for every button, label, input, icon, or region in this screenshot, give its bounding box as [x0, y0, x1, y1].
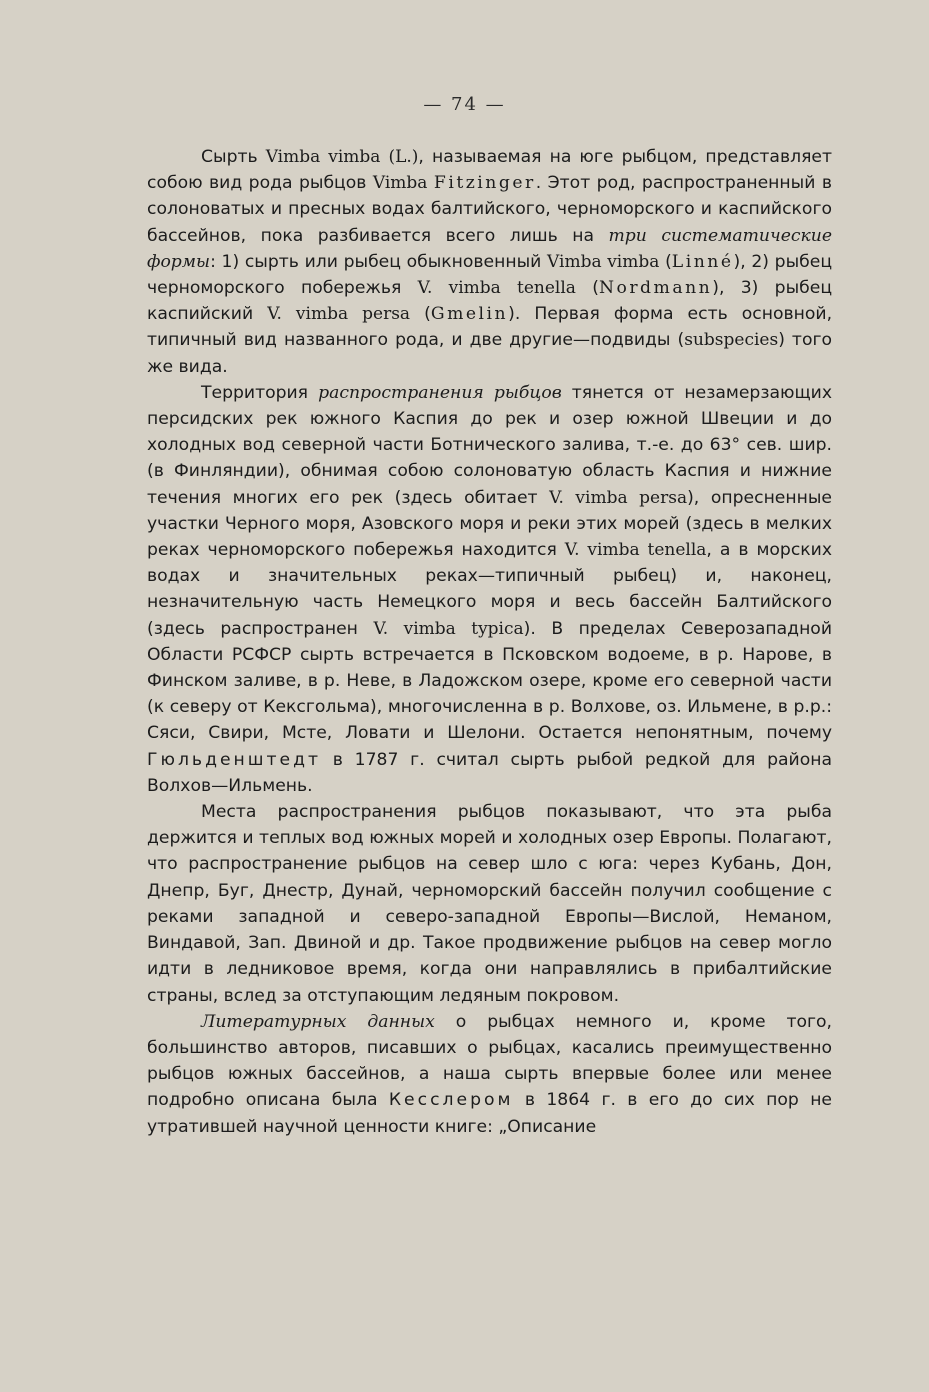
text-run: ), опресненные участки Черного моря, Азовского моря и реки этих морей (здесь в мелких реках черноморского побережья находится: [147, 487, 832, 561]
text-run: ). Первая форма есть основной, типичный вид названного рода, и две другие—подвиды (: [147, 304, 833, 351]
text-run: три систематические формы: [147, 225, 832, 272]
text-run: Гюльденштедт: [147, 749, 321, 770]
text-run: в 1787 г. считал сырть рыбой редкой для района Волхов—Ильмень.: [147, 749, 832, 796]
text-run: Литературных данных: [201, 1011, 435, 1032]
text-run: . Этот род, распространенный в солоноватых и пресных водах балтийского, черноморского и каспийского бассейнов, пока разбивается всего лишь на: [147, 173, 832, 246]
text-run: : 1) сырть или рыбец обыкновенный: [210, 251, 548, 272]
text-run: Linné: [671, 251, 734, 272]
text-run: тянется от незамерзающих персидских рек южного Каспия до рек и озер южной Швеции и до холодных вод северной части Ботнического залива, т.-е. до 63° сев. шир. (в Финляндии), обнимая собою солоноватую область Каспия и нижние течения многих его рек (здесь обитает: [147, 382, 832, 508]
text-run: Места распространения рыбцов показывают, что эта рыба держится и теплых вод южных морей и холодных озер Европы. Полагают, что распространение рыбцов на север шло с юга: через Кубань, Дон, Днепр, Буг, Днестр, Дунай, черноморский бассейн получил сообщение с реками западной и северо-западной Европы—Вислой, Неманом, Виндавой, Зап. Двиной и др. Такое продвижение рыбцов на север могло идти в ледниковое время, когда они направлялись в прибалтийские страны, вслед за отступающим ледяным покровом.: [147, 802, 832, 1006]
paragraph: [147, 380, 832, 799]
text-run: , а в морских водах и значительных реках—типичный рыбец) и, наконец, незначительную часть Немецкого моря и весь бассейн Балтийского (здесь распространен: [147, 540, 833, 639]
text-run: ) того же вида.: [147, 330, 833, 377]
text-run: Vimba vimba (L.): [265, 147, 419, 167]
text-run: V. vimba persa: [549, 487, 688, 508]
text-run: V. vimba tenella: [564, 540, 707, 561]
text-run: Gmelin: [430, 304, 509, 325]
text-run: V. vimba persa: [267, 304, 411, 325]
paragraph: [147, 1009, 832, 1140]
body-text: [147, 144, 832, 1140]
text-run: , называемая на юге рыбцом, представляет собою вид рода рыбцов: [147, 147, 832, 194]
text-run: Fitzinger: [433, 173, 536, 194]
text-run: V. vimba typica: [373, 618, 524, 639]
text-run: Сырть: [201, 147, 266, 167]
text-run: Vimba vimba: [547, 251, 660, 272]
text-run: ), 3) рыбец каспийский: [147, 278, 833, 325]
paragraph: [147, 144, 832, 380]
text-run: ). В пределах Северозападной Области РСФСР сырть встречается в Псковском водоеме, в р. Нарове, в Финском заливе, в р. Неве, в Ладожском озере, кроме его северной части (к северу от Кексгольма), многочисленна в р. Волхове, оз. Ильмене, в р.р.: Сяси, Свири, Мсте, Ловати и Шелони. Остается непонятным, почему: [147, 618, 832, 744]
text-run: (: [659, 251, 672, 272]
text-run: subspecies: [684, 330, 779, 351]
text-run: (: [410, 304, 431, 325]
text-run: о рыбцах немного и, кроме того, большинство авторов, писавших о рыбцах, касались преимущественно рыбцов южных бассейнов, а наша сырть впервые более или менее подробно описана была: [147, 1011, 833, 1111]
text-run: V. vimba tenella: [417, 278, 576, 299]
page-number: — 74 —: [423, 94, 506, 115]
paragraph: [147, 799, 832, 1009]
text-run: распространения рыбцов: [318, 382, 562, 403]
text-run: Территория: [201, 382, 319, 403]
text-run: Кесслером: [388, 1090, 514, 1111]
text-run: в 1864 г. в его до сих пор не утратившей научной ценности книге: „Описание: [147, 1090, 833, 1137]
text-run: Nordmann: [598, 278, 713, 299]
text-run: ), 2) рыбец черноморского побережья: [147, 251, 833, 299]
text-run: Vimba: [372, 173, 428, 194]
text-run: (: [575, 278, 599, 299]
